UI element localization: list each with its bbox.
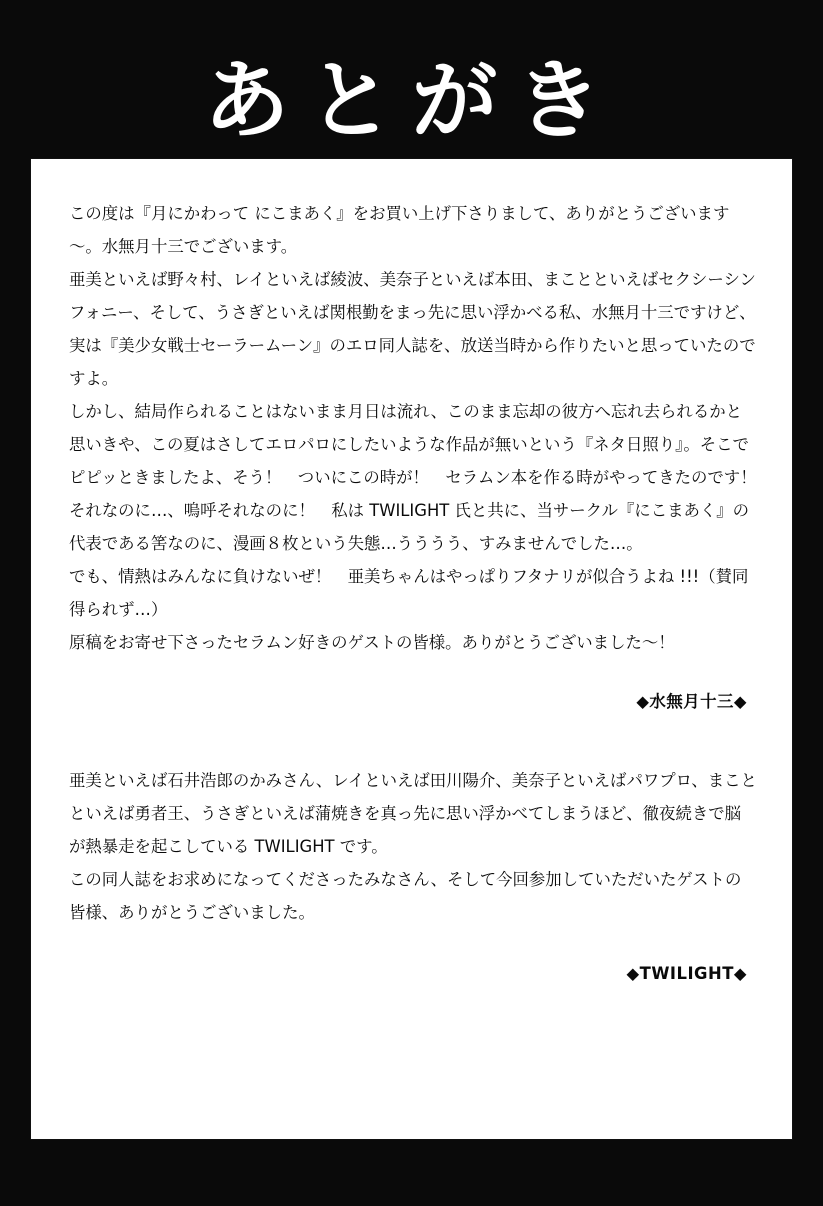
paragraph: しかし、結局作られることはないまま月日は流れ、このまま忘却の彼方へ忘れ去られるかと思いきや、この夏はさしてエロパロにしたいような作品が無いという『ネタ日照り』。そこでピピッときましたよ、そう！ ついにこの時が！ セラムン本を作る時がやってきたのです！ [69,402,757,487]
paragraph: それなのに…、嗚呼それなのに！ 私は TWILIGHT 氏と共に、当サークル『にこまあく』の代表である筈なのに、漫画８枚という失態…うううう、すみませんでした…。 [69,501,750,553]
section-spacer [69,718,757,764]
paragraph: この同人誌をお求めになってくださったみなさん、そして今回参加していただいたゲストの皆様、ありがとうございました。 [69,870,742,922]
signature-mizunashi: ◆水無月十三◆ [636,692,747,711]
afterword-body [69,197,757,990]
paragraph: 亜美といえば石井浩郎のかみさん、レイといえば田川陽介、美奈子といえばパワプロ、まことといえば勇者王、うさぎといえば蒲焼きを真っ先に思い浮かべてしまうほど、徹夜続きで脳が熱暴走を起こしている TWILIGHT です。 [69,771,757,856]
paragraph: でも、情熱はみんなに負けないぜ！ 亜美ちゃんはやっぱりフタナリが似合うよね !!!（賛同得られず…） [69,567,749,619]
afterword-panel [30,158,793,1140]
signature-twilight: ◆TWILIGHT◆ [626,964,747,983]
paragraph: 原稿をお寄せ下さったセラムン好きのゲストの皆様。ありがとうございました～！ [69,633,675,652]
paragraph: 亜美といえば野々村、レイといえば綾波、美奈子といえば本田、まことといえばセクシーシンフォニー、そして、うさぎといえば関根勤をまっ先に思い浮かべる私、水無月十三ですけど、実は『美少女戦士セーラームーン』のエロ同人誌を、放送当時から作りたいと思っていたのですよ。 [69,270,756,388]
page-title: あとがき [203,51,620,151]
section-spacer [69,929,757,957]
paragraph: この度は『月にかわって にこまあく』をお買い上げ下さりまして、ありがとうございます～。水無月十三でございます。 [69,204,730,256]
